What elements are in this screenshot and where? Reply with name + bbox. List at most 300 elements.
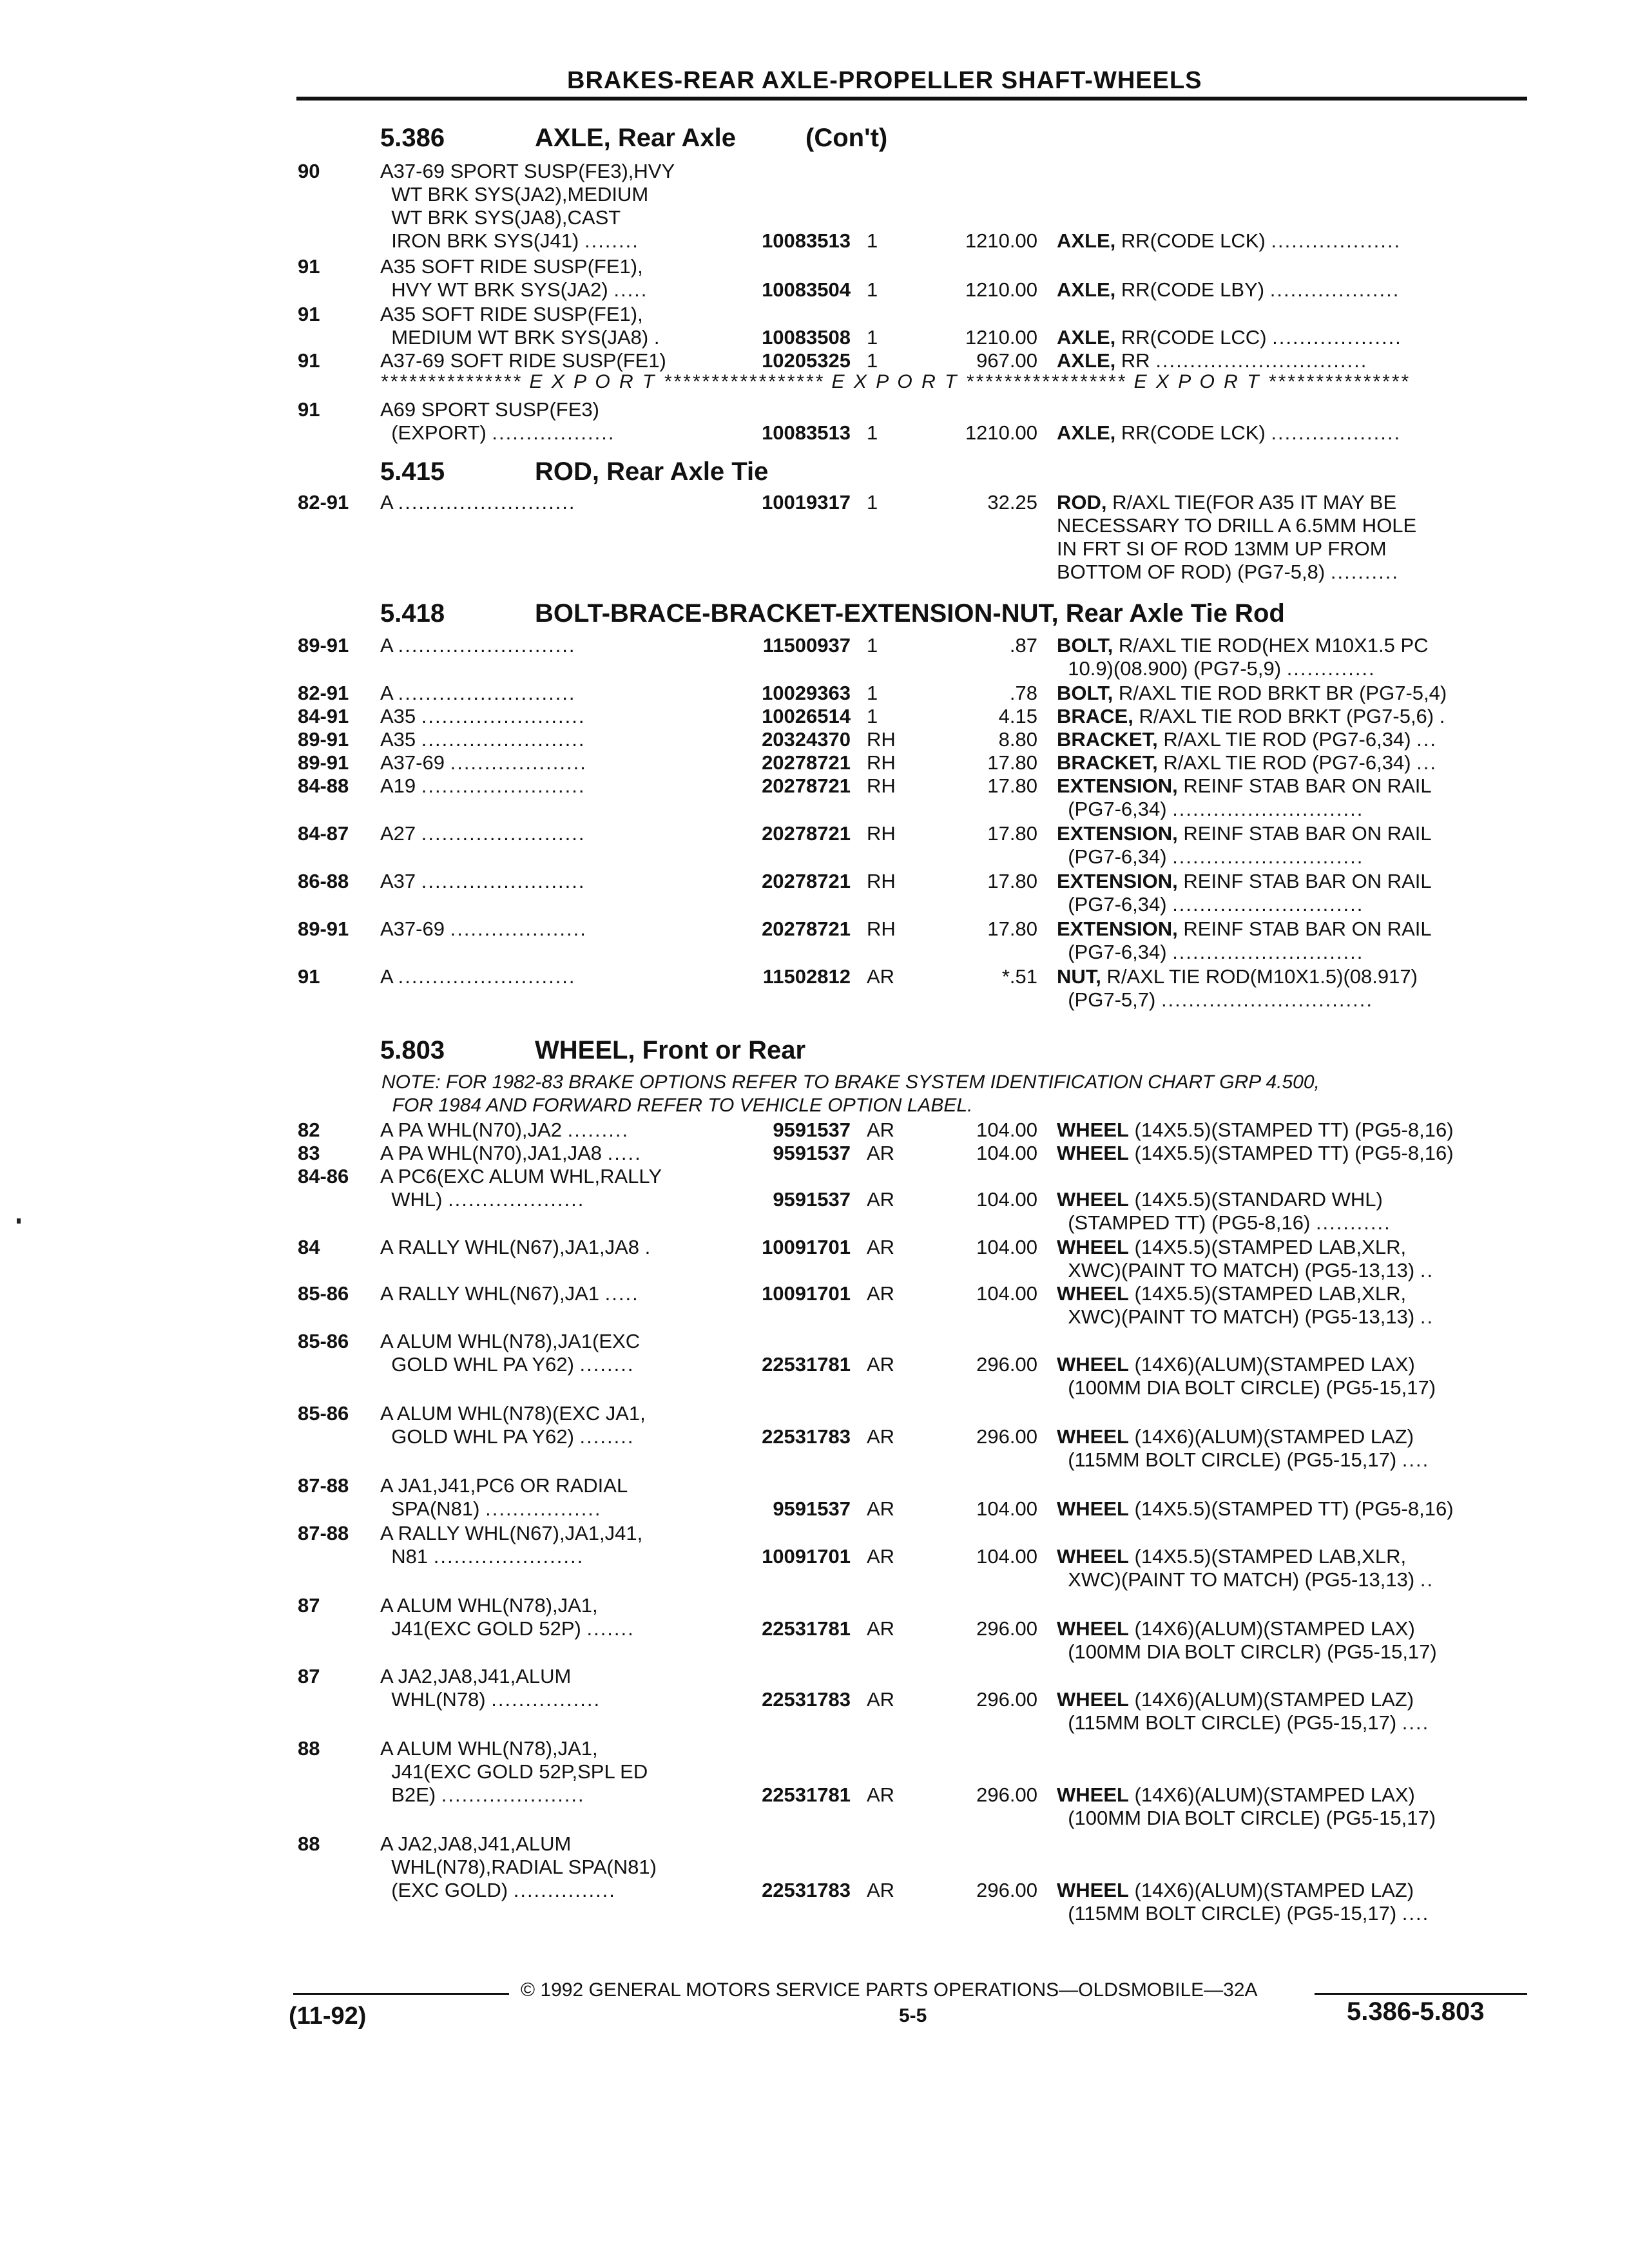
leader-dots: ................ — [491, 1688, 601, 1711]
header-rule — [296, 97, 1527, 101]
part-name-keyword: EXTENSION, — [1057, 918, 1178, 940]
part-name — [1057, 1259, 1434, 1282]
model-year: 91 — [298, 303, 320, 325]
leader-dots: .. — [1420, 1259, 1434, 1282]
part-name-text: (115MM BOLT CIRCLE) (PG5-15,17) — [1057, 1902, 1397, 1925]
quantity: AR — [867, 1617, 895, 1640]
quantity: 1 — [867, 326, 878, 349]
usage-text: WT BRK SYS(JA8),CAST — [380, 206, 621, 229]
part-name — [1057, 1353, 1415, 1376]
model-year: 90 — [298, 160, 320, 182]
part-name-text: (14X6)(ALUM)(STAMPED LAX) — [1128, 1353, 1415, 1376]
part-name-keyword: WHEEL — [1057, 1879, 1129, 1901]
part-name — [1057, 1236, 1406, 1259]
part-name-keyword: WHEEL — [1057, 1236, 1129, 1258]
usage-text: A37-69 — [380, 751, 445, 774]
usage-description — [380, 1474, 628, 1497]
footer-copyright: © 1992 GENERAL MOTORS SERVICE PARTS OPERATIONS—OLDSMOBILE—32A — [521, 1979, 1258, 2001]
quantity: AR — [867, 1353, 895, 1376]
part-name-text: (STAMPED TT) (PG5-8,16) — [1057, 1211, 1311, 1234]
usage-text: J41(EXC GOLD 52P,SPL ED — [380, 1760, 648, 1783]
footer-revision-date: (11-92) — [289, 2003, 367, 2030]
leader-dots: .................... — [450, 918, 587, 940]
usage-text: (EXC GOLD) — [380, 1879, 508, 1901]
part-name-keyword: NUT, — [1057, 965, 1101, 988]
price: 1210.00 — [965, 326, 1037, 349]
price: 104.00 — [976, 1282, 1037, 1305]
quantity: AR — [867, 1497, 895, 1520]
section-title: ROD, Rear Axle Tie — [535, 457, 769, 486]
part-name-text: R/AXL TIE ROD(HEX M10X1.5 PC — [1113, 634, 1429, 657]
part-number: 22531783 — [762, 1688, 851, 1711]
part-name — [1057, 1617, 1415, 1640]
part-name — [1057, 798, 1364, 821]
part-name-keyword: ROD, — [1057, 491, 1107, 514]
leader-dots: ............................ — [1172, 798, 1364, 820]
part-number: 10083513 — [762, 229, 851, 252]
section-number: 5.803 — [380, 1036, 445, 1064]
usage-text: (EXPORT) — [380, 421, 487, 444]
usage-description — [380, 491, 576, 514]
leader-dots: ..... — [607, 1142, 642, 1164]
usage-description — [380, 1236, 651, 1259]
part-name — [1057, 1711, 1429, 1735]
usage-text: MEDIUM WT BRK SYS(JA8) — [380, 326, 649, 349]
leader-dots: ........................ — [421, 774, 586, 797]
part-name — [1057, 751, 1437, 774]
usage-description — [380, 1402, 646, 1425]
part-name — [1057, 1305, 1434, 1329]
part-name — [1057, 1568, 1434, 1591]
price: 17.80 — [987, 774, 1037, 797]
model-year: 85-86 — [298, 1402, 349, 1425]
part-name-text: (14X5.5)(STAMPED LAB,XLR, — [1128, 1545, 1407, 1568]
part-name-text: REINF STAB BAR ON RAIL — [1177, 918, 1432, 940]
part-number: 10083513 — [762, 421, 851, 444]
part-name — [1057, 845, 1364, 869]
price: 296.00 — [976, 1353, 1037, 1376]
price: 104.00 — [976, 1497, 1037, 1520]
price: 1210.00 — [965, 229, 1037, 252]
model-year: 91 — [298, 349, 320, 372]
section-title: BOLT-BRACE-BRACKET-EXTENSION-NUT, Rear Axle Tie Rod — [535, 599, 1285, 628]
leader-dots: ....... — [586, 1617, 635, 1640]
leader-dots: . — [653, 326, 661, 349]
usage-text: A ALUM WHL(N78)(EXC JA1, — [380, 1402, 646, 1425]
quantity: 1 — [867, 278, 878, 301]
quantity: AR — [867, 1688, 895, 1711]
part-name-text: (14X5.5)(STAMPED LAB,XLR, — [1128, 1282, 1407, 1305]
leader-dots: ................. — [485, 1497, 602, 1520]
part-number: 20278721 — [762, 751, 851, 774]
part-name — [1057, 229, 1401, 253]
model-year: 84-87 — [298, 822, 349, 845]
leader-dots: ................... — [1271, 229, 1402, 252]
part-name-text: (14X5.5)(STANDARD WHL) — [1128, 1188, 1383, 1211]
quantity: AR — [867, 1236, 895, 1258]
model-year: 82-91 — [298, 682, 349, 704]
leader-dots: .... — [1402, 1711, 1430, 1734]
model-year: 84-88 — [298, 774, 349, 797]
price: .87 — [1009, 634, 1037, 657]
part-name — [1057, 634, 1429, 657]
usage-description — [380, 206, 621, 229]
part-name — [1057, 1902, 1429, 1925]
model-year: 87-88 — [298, 1474, 349, 1497]
part-name-text: (100MM DIA BOLT CIRCLE) (PG5-15,17) — [1057, 1807, 1436, 1829]
leader-dots: ............................ — [1172, 941, 1364, 963]
price: 104.00 — [976, 1236, 1037, 1258]
price: 296.00 — [976, 1617, 1037, 1640]
model-year: 91 — [298, 965, 320, 988]
quantity: RH — [867, 918, 896, 940]
price: 104.00 — [976, 1119, 1037, 1141]
part-name-keyword: WHEEL — [1057, 1282, 1129, 1305]
quantity: RH — [867, 774, 896, 797]
usage-description — [380, 183, 648, 206]
leader-dots: ............... — [513, 1879, 616, 1901]
leader-dots: .......................... — [398, 965, 576, 988]
usage-description — [380, 1617, 635, 1640]
section-number: 5.415 — [380, 457, 445, 486]
usage-description — [380, 1688, 601, 1711]
usage-text: WT BRK SYS(JA2),MEDIUM — [380, 183, 649, 206]
usage-description — [380, 160, 675, 183]
part-name-text: XWC)(PAINT TO MATCH) (PG5-13,13) — [1057, 1259, 1415, 1282]
part-name — [1057, 1282, 1406, 1305]
part-number: 10091701 — [762, 1545, 851, 1568]
part-name-text: REINF STAB BAR ON RAIL — [1177, 822, 1432, 845]
part-name — [1057, 1545, 1406, 1568]
leader-dots: ...................... — [433, 1545, 584, 1568]
usage-description — [380, 1497, 602, 1521]
part-number: 22531781 — [762, 1617, 851, 1640]
footer-rule-right — [1315, 1993, 1527, 1995]
quantity: AR — [867, 1142, 895, 1164]
usage-description — [380, 1142, 642, 1165]
part-number: 9591537 — [773, 1119, 851, 1141]
part-name-keyword: WHEEL — [1057, 1425, 1129, 1448]
part-name — [1057, 349, 1367, 372]
usage-description — [380, 1879, 616, 1902]
part-name-text: (14X6)(ALUM)(STAMPED LAX) — [1128, 1617, 1415, 1640]
part-name-keyword: WHEEL — [1057, 1783, 1129, 1806]
usage-text: IRON BRK SYS(J41) — [380, 229, 579, 252]
price: 296.00 — [976, 1425, 1037, 1448]
part-number: 22531783 — [762, 1879, 851, 1901]
part-name-text: (14X6)(ALUM)(STAMPED LAZ) — [1128, 1879, 1414, 1901]
leader-dots: ................... — [1272, 326, 1402, 349]
usage-text: A37-69 SPORT SUSP(FE3),HVY — [380, 160, 675, 182]
price: 1210.00 — [965, 278, 1037, 301]
footer-section-range: 5.386-5.803 — [1347, 1997, 1485, 2026]
quantity: 1 — [867, 705, 878, 727]
leader-dots: ........ — [579, 1425, 635, 1448]
usage-text: A RALLY WHL(N67),JA1,J41, — [380, 1522, 643, 1544]
quantity: 1 — [867, 634, 878, 657]
part-name-keyword: EXTENSION, — [1057, 774, 1178, 797]
price: 967.00 — [976, 349, 1037, 372]
part-name-keyword: WHEEL — [1057, 1688, 1129, 1711]
usage-text: A — [380, 491, 392, 514]
quantity: RH — [867, 751, 896, 774]
footer-page-number: 5-5 — [899, 2005, 927, 2026]
usage-text: A35 SOFT RIDE SUSP(FE1), — [380, 255, 643, 278]
usage-description — [380, 870, 586, 893]
part-name — [1057, 870, 1432, 893]
part-name-text: (115MM BOLT CIRCLE) (PG5-15,17) — [1057, 1711, 1397, 1734]
model-year: 89-91 — [298, 918, 349, 940]
usage-description — [380, 1282, 639, 1305]
usage-description — [380, 1856, 657, 1879]
part-name-text: (14X6)(ALUM)(STAMPED LAZ) — [1128, 1688, 1414, 1711]
leader-dots: .......................... — [398, 634, 576, 657]
part-name — [1057, 1807, 1436, 1830]
usage-description — [380, 1425, 634, 1448]
usage-description — [380, 255, 643, 278]
model-year: 91 — [298, 398, 320, 421]
usage-text: A — [380, 682, 392, 704]
usage-text: A69 SPORT SUSP(FE3) — [380, 398, 599, 421]
part-name-text: (14X6)(ALUM)(STAMPED LAZ) — [1128, 1425, 1414, 1448]
quantity: 1 — [867, 349, 878, 372]
model-year: 91 — [298, 255, 320, 278]
part-name-text: RR — [1115, 349, 1150, 372]
price: 296.00 — [976, 1783, 1037, 1806]
part-name-text: R/AXL TIE ROD BRKT BR (PG7-5,4) — [1113, 682, 1447, 704]
usage-text: A ALUM WHL(N78),JA1(EXC — [380, 1330, 641, 1352]
quantity: RH — [867, 870, 896, 892]
usage-text: A19 — [380, 774, 416, 797]
quantity: AR — [867, 1545, 895, 1568]
section-number: 5.386 — [380, 124, 445, 152]
part-name — [1057, 893, 1364, 916]
part-name — [1057, 728, 1437, 751]
usage-description — [380, 303, 643, 326]
part-name-keyword: WHEEL — [1057, 1142, 1129, 1164]
quantity: AR — [867, 965, 895, 988]
part-name-keyword: AXLE, — [1057, 421, 1116, 444]
usage-text: SPA(N81) — [380, 1497, 480, 1520]
price: 17.80 — [987, 918, 1037, 940]
part-name-text: (14X5.5)(STAMPED TT) (PG5-8,16) — [1128, 1119, 1454, 1141]
part-name — [1057, 1188, 1383, 1211]
part-name-text: (115MM BOLT CIRCLE) (PG5-15,17) — [1057, 1448, 1397, 1471]
part-name — [1057, 326, 1402, 349]
usage-description — [380, 1353, 634, 1376]
leader-dots: .... — [1402, 1902, 1430, 1925]
usage-description — [380, 774, 586, 798]
quantity: AR — [867, 1282, 895, 1305]
quantity: AR — [867, 1425, 895, 1448]
part-number: 9591537 — [773, 1142, 851, 1164]
part-name — [1057, 1688, 1414, 1711]
price: 104.00 — [976, 1545, 1037, 1568]
part-name-text: RR(CODE LCC) — [1115, 326, 1267, 349]
usage-description — [380, 229, 639, 253]
usage-text: A ALUM WHL(N78),JA1, — [380, 1737, 598, 1760]
usage-text: A RALLY WHL(N67),JA1 — [380, 1282, 599, 1305]
part-name-keyword: BOLT, — [1057, 634, 1113, 657]
usage-text: A PC6(EXC ALUM WHL,RALLY — [380, 1165, 662, 1187]
leader-dots: .......... — [1330, 561, 1399, 583]
price: 296.00 — [976, 1688, 1037, 1711]
usage-text: A35 — [380, 705, 416, 727]
page-header-title: BRAKES-REAR AXLE-PROPELLER SHAFT-WHEELS — [567, 67, 1202, 94]
part-name-keyword: WHEEL — [1057, 1497, 1129, 1520]
part-name-text: XWC)(PAINT TO MATCH) (PG5-13,13) — [1057, 1305, 1415, 1328]
part-name-text: (PG7-5,7) — [1057, 988, 1156, 1011]
usage-text: WHL) — [380, 1188, 443, 1211]
part-name-text: R/AXL TIE ROD (PG7-6,34) — [1157, 751, 1411, 774]
usage-text: A — [380, 965, 392, 988]
model-year: 89-91 — [298, 634, 349, 657]
leader-dots: .................. — [492, 421, 615, 444]
part-name — [1057, 421, 1401, 445]
part-number: 20278721 — [762, 822, 851, 845]
quantity: AR — [867, 1783, 895, 1806]
part-name-text: 10.9)(08.900) (PG7-5,9) — [1057, 657, 1282, 680]
part-name-text: REINF STAB BAR ON RAIL — [1177, 774, 1432, 797]
part-number: 20278721 — [762, 918, 851, 940]
usage-text: WHL(N78),RADIAL SPA(N81) — [380, 1856, 657, 1878]
part-number: 20278721 — [762, 774, 851, 797]
export-divider: *************** E X P O R T ***************** E X P O R T ***************** E X P O R T *************** — [380, 371, 1410, 392]
usage-description — [380, 398, 599, 421]
part-name — [1057, 1879, 1414, 1902]
part-number: 22531781 — [762, 1353, 851, 1376]
part-name-text: (14X5.5)(STAMPED TT) (PG5-8,16) — [1128, 1497, 1454, 1520]
wheel-note-line-1: NOTE: FOR 1982-83 BRAKE OPTIONS REFER TO BRAKE SYSTEM IDENTIFICATION CHART GRP 4.500, — [381, 1072, 1320, 1093]
usage-description — [380, 1737, 598, 1760]
quantity: RH — [867, 728, 896, 751]
model-year: 86-88 — [298, 870, 349, 892]
part-name — [1057, 965, 1418, 988]
usage-text: HVY WT BRK SYS(JA2) — [380, 278, 608, 301]
price: 296.00 — [976, 1879, 1037, 1901]
leader-dots: ........................ — [421, 705, 586, 727]
part-number: 11500937 — [762, 634, 851, 657]
part-name-keyword: BRACKET, — [1057, 728, 1158, 751]
part-name — [1057, 822, 1432, 845]
usage-text: A — [380, 634, 392, 657]
part-number: 11502812 — [762, 965, 851, 988]
part-name-text: BOTTOM OF ROD) (PG7-5,8) — [1057, 561, 1325, 583]
leader-dots: ..................... — [441, 1783, 585, 1806]
quantity: 1 — [867, 682, 878, 704]
part-name — [1057, 1497, 1454, 1521]
usage-text: A37 — [380, 870, 416, 892]
usage-text: A RALLY WHL(N67),JA1,JA8 — [380, 1236, 640, 1258]
part-name — [1057, 1119, 1454, 1142]
part-name-text: RR(CODE LBY) — [1115, 278, 1265, 301]
usage-text: A PA WHL(N70),JA2 — [380, 1119, 562, 1141]
model-year: 84-86 — [298, 1165, 349, 1187]
price: .78 — [1009, 682, 1037, 704]
part-name-keyword: AXLE, — [1057, 349, 1116, 372]
part-number: 22531781 — [762, 1783, 851, 1806]
leader-dots: ............................ — [1172, 893, 1364, 916]
usage-description — [380, 1165, 662, 1188]
part-number: 10029363 — [762, 682, 851, 704]
model-year: 87 — [298, 1594, 320, 1617]
model-year: 85-86 — [298, 1330, 349, 1352]
part-number: 10091701 — [762, 1282, 851, 1305]
part-number: 10019317 — [762, 491, 851, 514]
usage-text: A27 — [380, 822, 416, 845]
part-name — [1057, 657, 1376, 680]
usage-description — [380, 1119, 629, 1142]
model-year: 88 — [298, 1832, 320, 1855]
part-name-text: (100MM DIA BOLT CIRCLR) (PG5-15,17) — [1057, 1640, 1437, 1663]
usage-description — [380, 751, 587, 774]
model-year: 87-88 — [298, 1522, 349, 1544]
part-name — [1057, 1640, 1437, 1664]
part-name-keyword: WHEEL — [1057, 1119, 1129, 1141]
usage-description — [380, 1594, 598, 1617]
section-number: 5.418 — [380, 599, 445, 628]
leader-dots: .......................... — [398, 491, 576, 514]
usage-text: A35 — [380, 728, 416, 751]
leader-dots: ............................... — [1161, 988, 1373, 1011]
leader-dots: ........ — [579, 1353, 635, 1376]
usage-text: A ALUM WHL(N78),JA1, — [380, 1594, 598, 1617]
usage-description — [380, 326, 661, 349]
part-name-keyword: BRACKET, — [1057, 751, 1158, 774]
usage-text: B2E) — [380, 1783, 436, 1806]
part-number: 10083508 — [762, 326, 851, 349]
leader-dots: . — [1439, 705, 1447, 727]
usage-description — [380, 1188, 584, 1211]
model-year: 84 — [298, 1236, 320, 1258]
part-name-text: REINF STAB BAR ON RAIL — [1177, 870, 1432, 892]
part-number: 10091701 — [762, 1236, 851, 1258]
price: 32.25 — [987, 491, 1037, 514]
part-name — [1057, 774, 1432, 798]
wheel-note-line-2: FOR 1984 AND FORWARD REFER TO VEHICLE OPTION LABEL. — [381, 1095, 973, 1116]
quantity: RH — [867, 822, 896, 845]
usage-description — [380, 1522, 642, 1545]
leader-dots: ............. — [1286, 657, 1376, 680]
usage-text: A JA1,J41,PC6 OR RADIAL — [380, 1474, 628, 1497]
part-name-text: R/AXL TIE(FOR A35 IT MAY BE — [1106, 491, 1397, 514]
model-year: 85-86 — [298, 1282, 349, 1305]
part-number: 9591537 — [773, 1497, 851, 1520]
leader-dots: ........................ — [421, 870, 586, 892]
section-title: AXLE, Rear Axle — [535, 124, 736, 152]
section-title: WHEEL, Front or Rear — [535, 1036, 806, 1064]
part-name-text: (100MM DIA BOLT CIRCLE) (PG5-15,17) — [1057, 1376, 1436, 1399]
part-number: 10083504 — [762, 278, 851, 301]
part-name-keyword: WHEEL — [1057, 1188, 1129, 1211]
part-name-text: XWC)(PAINT TO MATCH) (PG5-13,13) — [1057, 1568, 1415, 1591]
part-name-keyword: EXTENSION, — [1057, 870, 1178, 892]
usage-description — [380, 1545, 584, 1568]
part-name-keyword: AXLE, — [1057, 278, 1116, 301]
part-name-text: (PG7-6,34) — [1057, 845, 1167, 868]
part-name — [1057, 491, 1396, 514]
leader-dots: ... — [1416, 728, 1437, 751]
model-year: 89-91 — [298, 728, 349, 751]
leader-dots: ........................ — [421, 728, 586, 751]
usage-text: A JA2,JA8,J41,ALUM — [380, 1832, 572, 1855]
usage-text: A PA WHL(N70),JA1,JA8 — [380, 1142, 602, 1164]
leader-dots: ............................... — [1155, 349, 1368, 372]
part-name-keyword: BOLT, — [1057, 682, 1113, 704]
leader-dots: ..... — [604, 1282, 639, 1305]
usage-description — [380, 634, 576, 657]
leader-dots: .. — [1420, 1568, 1434, 1591]
